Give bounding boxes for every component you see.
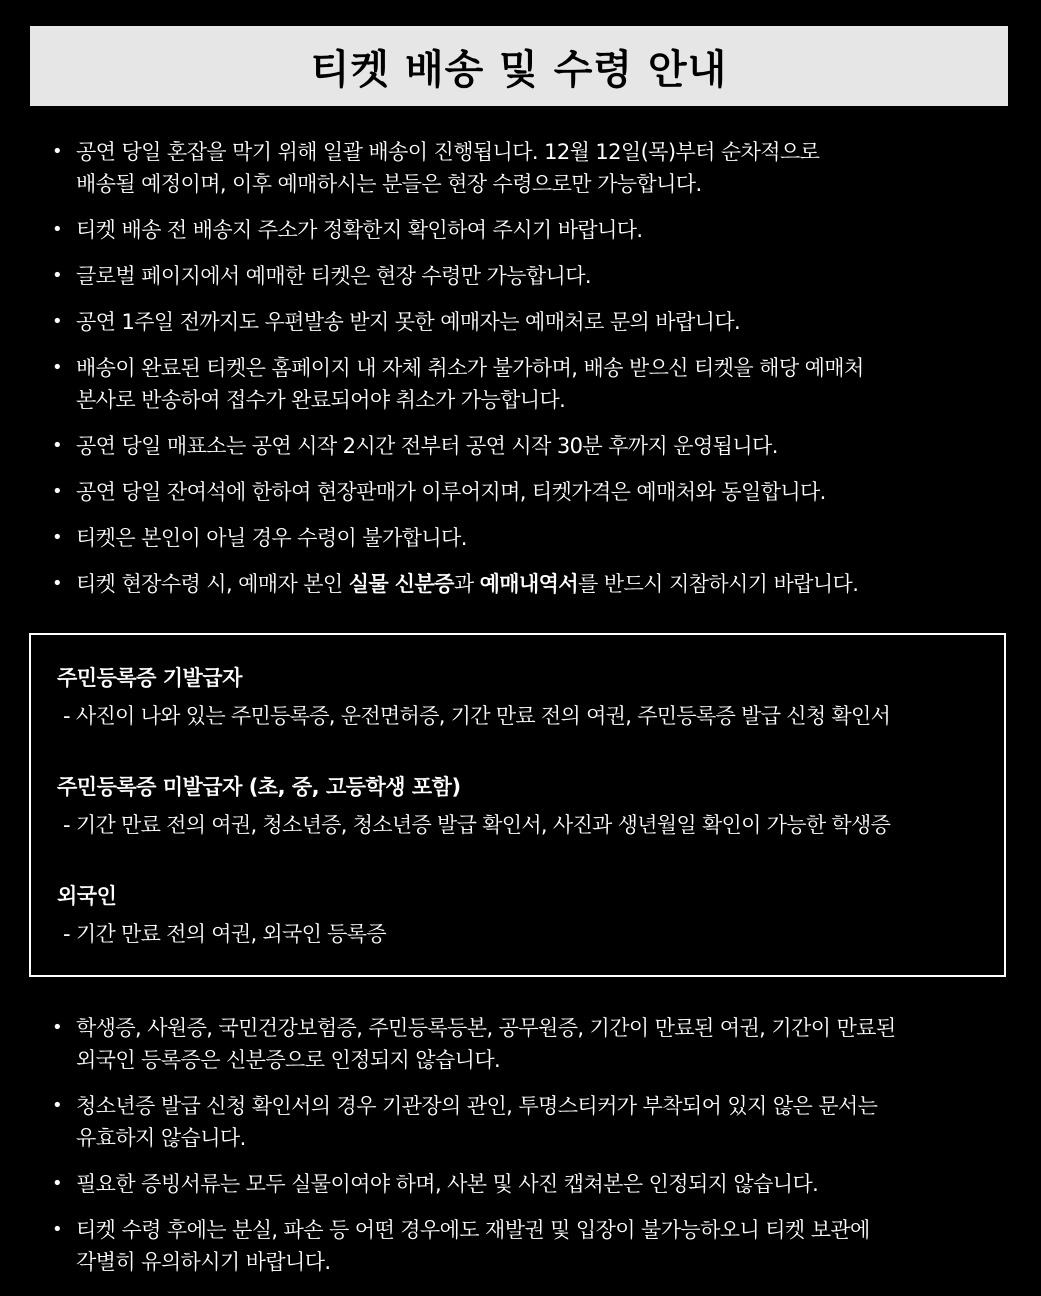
list-item <box>0 1012 1041 1076</box>
group-detail: - 기간 만료 전의 여권, 청소년증, 청소년증 발급 확인서, 사진과 생년월일 확인이 가능한 학생증 <box>63 813 891 837</box>
id-group-resident-not-issued <box>57 772 987 840</box>
bullet-icon: • <box>52 1017 63 1038</box>
notice-text: 공연 당일 매표소는 공연 시작 2시간 전부터 공연 시작 30분 후까지 운영됩니다. <box>76 434 778 458</box>
bottom-notice-list <box>0 1012 1041 1292</box>
bullet-icon: • <box>52 481 63 502</box>
bold-id-card: 실물 신분증 <box>348 572 454 596</box>
id-group-resident-issued <box>57 663 987 731</box>
id-requirements-box <box>29 633 1006 977</box>
list-item <box>0 306 1041 338</box>
notice-text: 공연 당일 혼잡을 막기 위해 일괄 배송이 진행됩니다. 12월 12일(목)부터 순차적으로 배송될 예정이며, 이후 예매하시는 분들은 현장 수령으로만 가능합니다. <box>76 140 820 196</box>
id-group-foreigner <box>57 881 987 949</box>
title-bar <box>30 26 1008 106</box>
bullet-icon: • <box>52 219 63 240</box>
notice-text: 티켓 수령 후에는 분실, 파손 등 어떤 경우에도 재발권 및 입장이 불가능하오니 티켓 보관에 각별히 유의하시기 바랍니다. <box>76 1218 870 1274</box>
bullet-icon: • <box>52 1219 63 1240</box>
group-heading: 주민등록증 기발급자 <box>57 666 242 690</box>
bullet-icon: • <box>52 311 63 332</box>
notice-text: 청소년증 발급 신청 확인서의 경우 기관장의 관인, 투명스티커가 부착되어 있지 않은 문서는 유효하지 않습니다. <box>76 1094 878 1150</box>
notice-text: 글로벌 페이지에서 예매한 티켓은 현장 수령만 가능합니다. <box>76 264 591 288</box>
notice-text-mid: 과 <box>453 572 480 596</box>
list-item <box>0 1168 1041 1200</box>
bullet-icon: • <box>52 141 63 162</box>
bullet-icon: • <box>52 573 63 594</box>
page-title: 티켓 배송 및 수령 안내 <box>310 46 728 93</box>
bullet-icon: • <box>52 265 63 286</box>
list-item <box>0 136 1041 200</box>
list-item <box>0 352 1041 416</box>
list-item <box>0 214 1041 246</box>
notice-text: 공연 1주일 전까지도 우편발송 받지 못한 예매자는 예매처로 문의 바랍니다. <box>76 310 741 334</box>
list-item <box>0 522 1041 554</box>
list-item <box>0 568 1041 600</box>
list-item <box>0 476 1041 508</box>
bold-booking-record: 예매내역서 <box>479 572 579 596</box>
notice-text: 배송이 완료된 티켓은 홈페이지 내 자체 취소가 불가하며, 배송 받으신 티켓을 해당 예매처 본사로 반송하여 접수가 완료되어야 취소가 가능합니다. <box>76 356 864 412</box>
notice-text: 공연 당일 잔여석에 한하여 현장판매가 이루어지며, 티켓가격은 예매처와 동일합니다. <box>76 480 826 504</box>
notice-text-before: 티켓 현장수령 시, 예매자 본인 <box>76 572 349 596</box>
bullet-icon: • <box>52 435 63 456</box>
group-detail: - 사진이 나와 있는 주민등록증, 운전면허증, 기간 만료 전의 여권, 주민등록증 발급 신청 확인서 <box>63 704 891 728</box>
bullet-icon: • <box>52 1173 63 1194</box>
notice-text-after: 를 반드시 지참하시기 바랍니다. <box>578 572 859 596</box>
group-heading: 주민등록증 미발급자 (초, 중, 고등학생 포함) <box>57 775 461 799</box>
notice-text: 티켓은 본인이 아닐 경우 수령이 불가합니다. <box>76 526 467 550</box>
group-heading: 외국인 <box>57 884 117 908</box>
list-item <box>0 260 1041 292</box>
bullet-icon: • <box>52 357 63 378</box>
list-item <box>0 1214 1041 1278</box>
notice-text: 필요한 증빙서류는 모두 실물이여야 하며, 사본 및 사진 캡쳐본은 인정되지 않습니다. <box>76 1172 819 1196</box>
list-item <box>0 430 1041 462</box>
bullet-icon: • <box>52 527 63 548</box>
bullet-icon: • <box>52 1095 63 1116</box>
top-notice-list <box>0 136 1041 614</box>
group-detail: - 기간 만료 전의 여권, 외국인 등록증 <box>63 922 386 946</box>
list-item <box>0 1090 1041 1154</box>
notice-text: 티켓 배송 전 배송지 주소가 정확한지 확인하여 주시기 바랍니다. <box>76 218 643 242</box>
notice-text: 학생증, 사원증, 국민건강보험증, 주민등록등본, 공무원증, 기간이 만료된 여권, 기간이 만료된 외국인 등록증은 신분증으로 인정되지 않습니다. <box>76 1016 896 1072</box>
